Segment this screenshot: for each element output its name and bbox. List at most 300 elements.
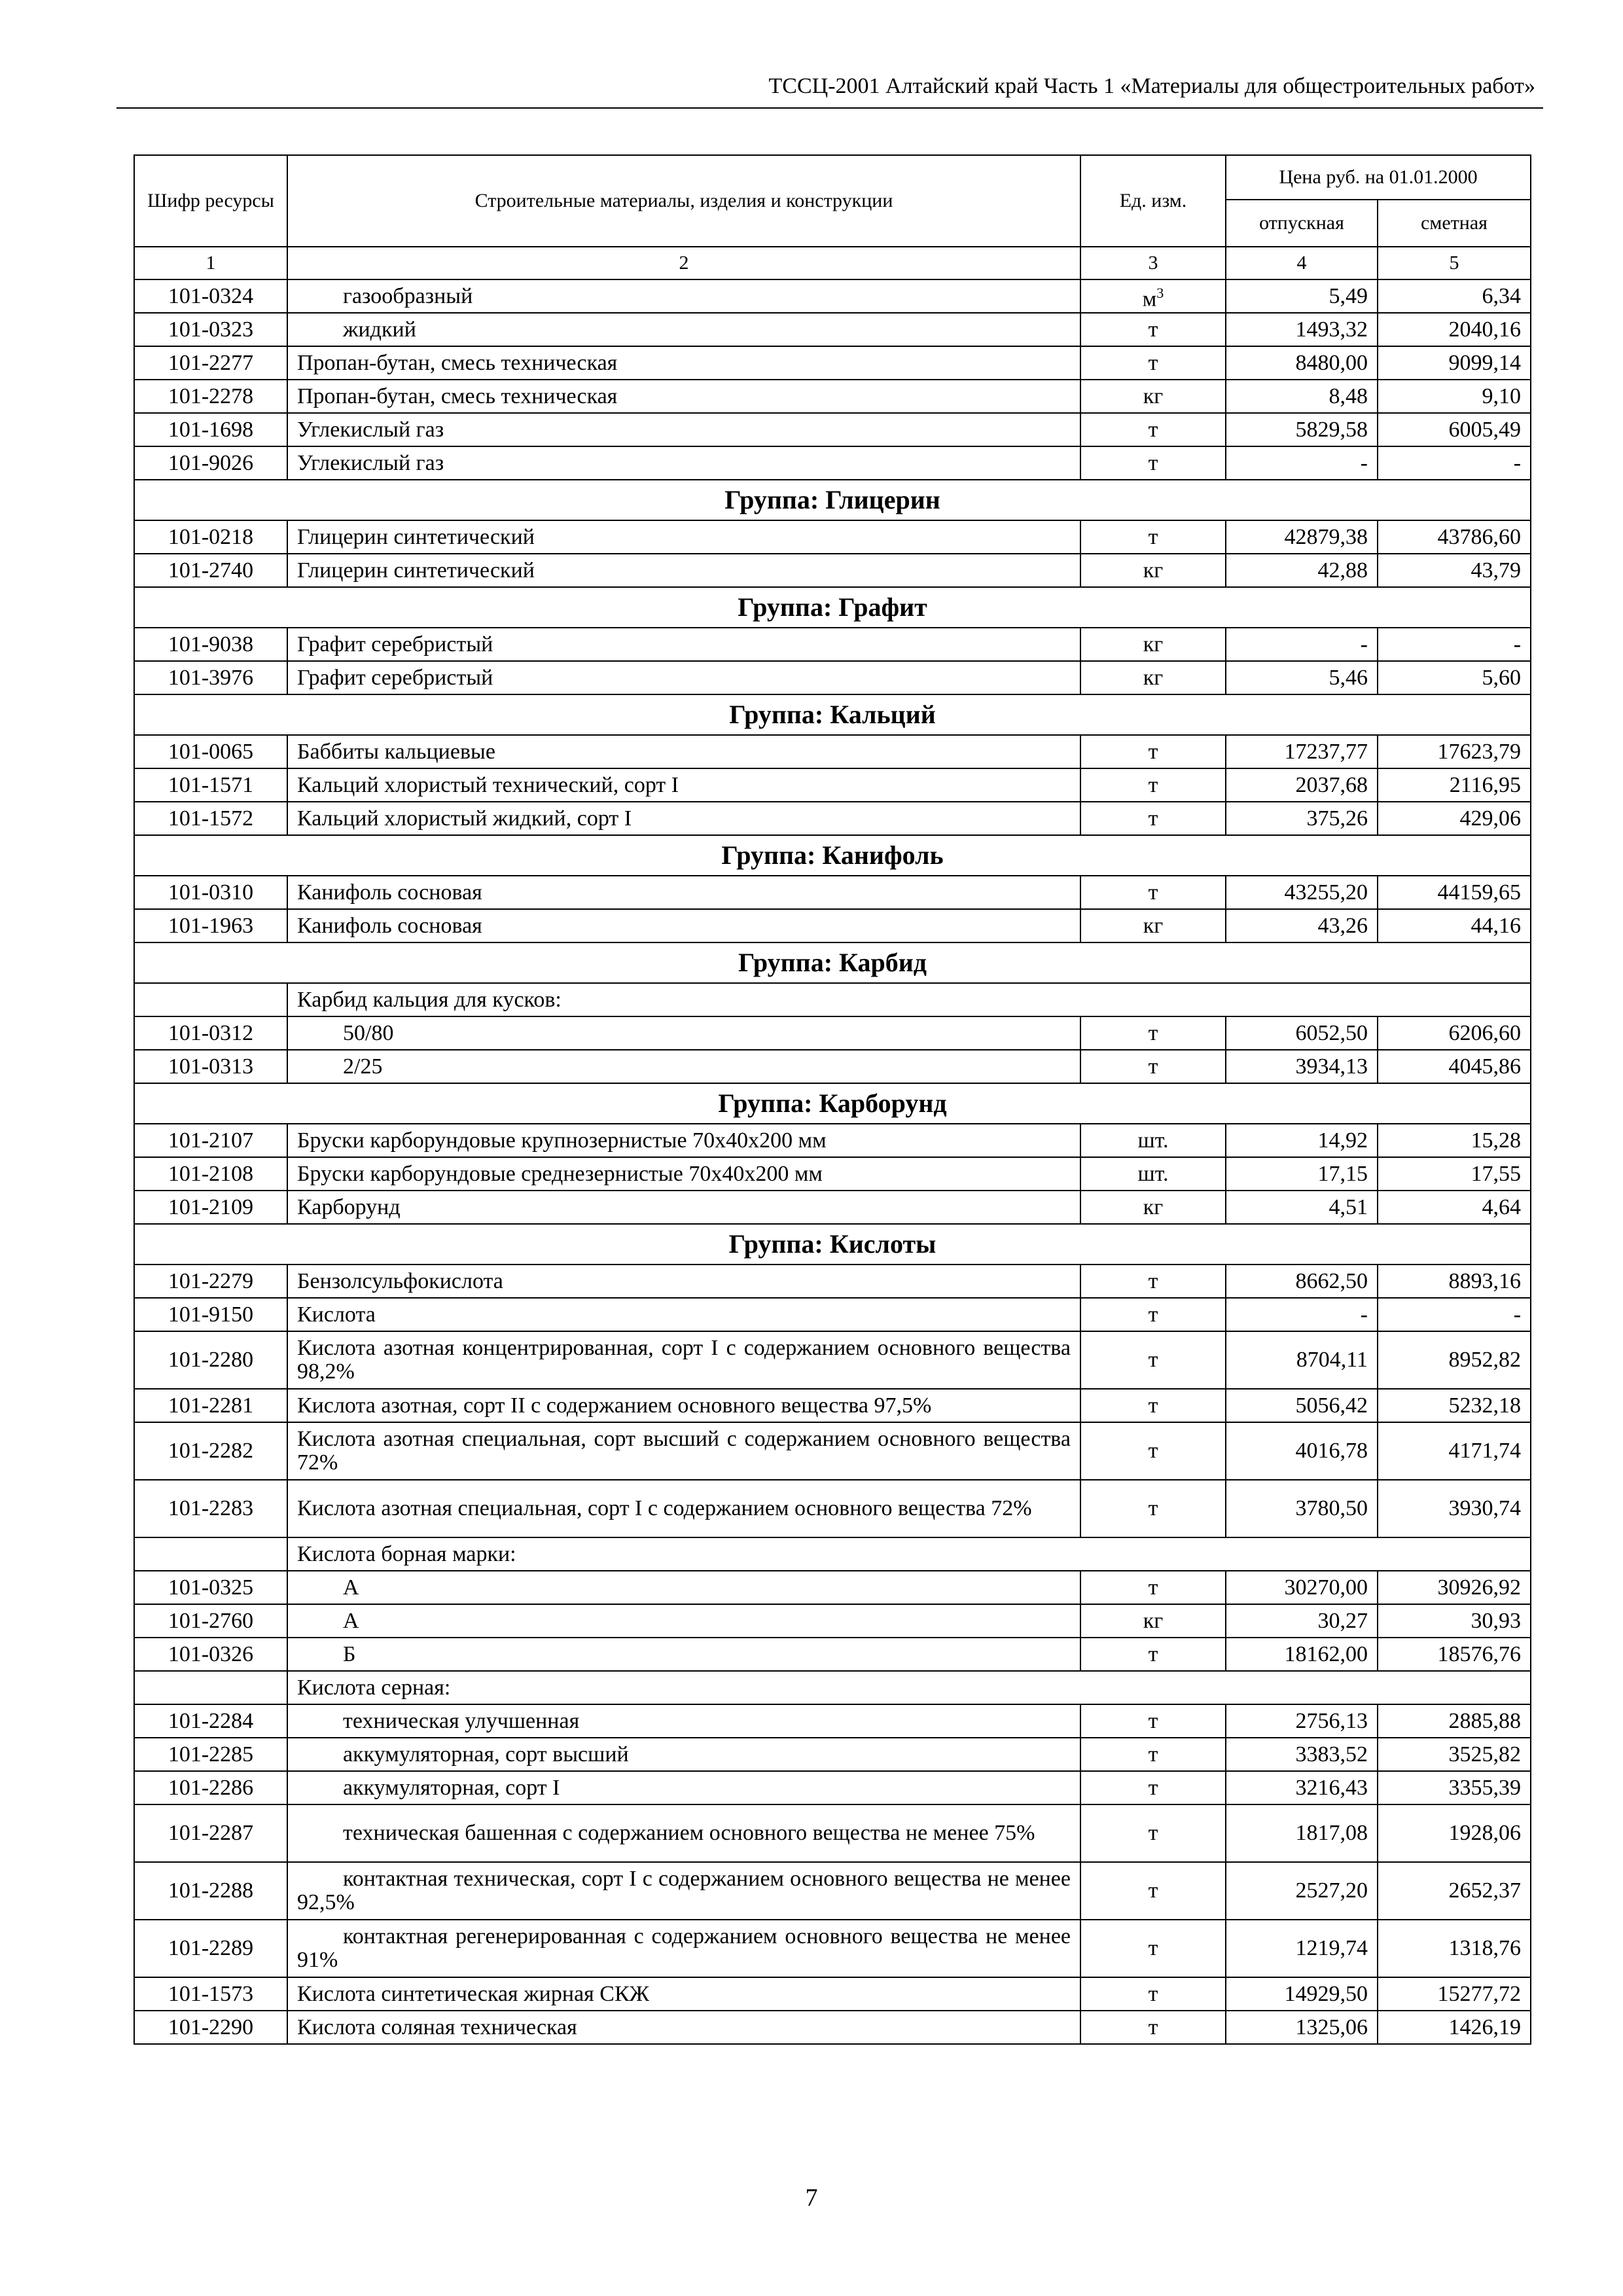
estimate-price: 15277,72 [1378, 1977, 1531, 2011]
group-title: Группа: Глицерин [134, 480, 1531, 520]
material-name: Кислота азотная специальная, сорт I с содержанием основного вещества 72% [287, 1480, 1080, 1537]
estimate-price: 17,55 [1378, 1157, 1531, 1191]
unit-cell [1080, 1422, 1226, 1480]
unit-cell [1080, 1050, 1226, 1083]
group-title: Группа: Кислоты [134, 1224, 1531, 1265]
release-price: 17,15 [1226, 1157, 1378, 1191]
group-title: Группа: Графит [134, 587, 1531, 628]
unit: кг [1143, 558, 1164, 583]
table-row [134, 1157, 1531, 1191]
unit-cell [1080, 520, 1226, 554]
subgroup-title: Карбид кальция для кусков: [287, 983, 1531, 1016]
material-name: Баббиты кальциевые [287, 735, 1080, 768]
group-header-row [134, 835, 1531, 876]
unit: т [1148, 1641, 1158, 1666]
resource-code: 101-9026 [134, 446, 287, 480]
unit-cell [1080, 1389, 1226, 1422]
material-name: Кислота синтетическая жирная СКЖ [287, 1977, 1080, 2011]
material-name: Кислота азотная специальная, сорт высший с содержанием основного вещества 72% [287, 1422, 1080, 1480]
unit-cell [1080, 909, 1226, 942]
unit-cell [1080, 1331, 1226, 1389]
estimate-price: 3355,39 [1378, 1771, 1531, 1804]
table-row [134, 1480, 1531, 1537]
document-title: ТССЦ-2001 Алтайский край Часть 1 «Материалы для общестроительных работ» [768, 74, 1535, 98]
release-price: 8662,50 [1226, 1265, 1378, 1298]
table-row [134, 1771, 1531, 1804]
column-number: 2 [287, 247, 1080, 279]
unit-cell [1080, 446, 1226, 480]
resource-code: 101-1698 [134, 413, 287, 446]
estimate-price: 6,34 [1378, 279, 1531, 313]
estimate-price: 44159,65 [1378, 876, 1531, 909]
table-row [134, 909, 1531, 942]
material-name: Глицерин синтетический [287, 520, 1080, 554]
release-price: 3934,13 [1226, 1050, 1378, 1083]
column-number: 4 [1226, 247, 1378, 279]
unit: т [1148, 1496, 1158, 1520]
resource-code: 101-2281 [134, 1389, 287, 1422]
release-price: 18162,00 [1226, 1638, 1378, 1671]
unit: кг [1143, 632, 1164, 656]
estimate-price: 4,64 [1378, 1191, 1531, 1224]
estimate-price: 5,60 [1378, 661, 1531, 694]
material-name: 2/25 [287, 1050, 1080, 1083]
release-price: 8704,11 [1226, 1331, 1378, 1389]
release-price: 5056,42 [1226, 1389, 1378, 1422]
table-row [134, 446, 1531, 480]
release-price: 14,92 [1226, 1124, 1378, 1157]
group-header-row [134, 942, 1531, 983]
estimate-price: 43,79 [1378, 554, 1531, 587]
column-number: 3 [1080, 247, 1226, 279]
material-name: Углекислый газ [287, 446, 1080, 480]
table-row [134, 313, 1531, 346]
release-price: 14929,50 [1226, 1977, 1378, 2011]
resource-code: 101-2108 [134, 1157, 287, 1191]
table-row [134, 1265, 1531, 1298]
resource-code: 101-3976 [134, 661, 287, 694]
material-name: Карборунд [287, 1191, 1080, 1224]
resource-code: 101-1571 [134, 768, 287, 802]
unit: т [1148, 450, 1158, 475]
estimate-price: 5232,18 [1378, 1389, 1531, 1422]
release-price: 3216,43 [1226, 1771, 1378, 1804]
estimate-price: 30,93 [1378, 1604, 1531, 1638]
column-number: 1 [134, 247, 287, 279]
unit: т [1148, 880, 1158, 905]
unit-cell [1080, 1604, 1226, 1638]
resource-code: 101-2760 [134, 1604, 287, 1638]
release-price: - [1226, 628, 1378, 661]
unit-cell [1080, 1265, 1226, 1298]
unit-cell [1080, 661, 1226, 694]
header-unit: Ед. изм. [1080, 155, 1226, 247]
material-name: Кальций хлористый жидкий, сорт I [287, 802, 1080, 835]
material-name: Графит серебристый [287, 661, 1080, 694]
table-row [134, 1604, 1531, 1638]
estimate-price: - [1378, 628, 1531, 661]
table-row [134, 1738, 1531, 1771]
estimate-price: 1426,19 [1378, 2011, 1531, 2044]
unit: т [1148, 1936, 1158, 1960]
unit-superscript: 3 [1156, 284, 1164, 301]
unit-cell [1080, 1771, 1226, 1804]
group-title: Группа: Кальций [134, 694, 1531, 735]
table-row [134, 735, 1531, 768]
unit: кг [1143, 1608, 1164, 1633]
table-row [134, 1804, 1531, 1862]
table-row [134, 1422, 1531, 1480]
unit-cell [1080, 1298, 1226, 1331]
group-header-row [134, 694, 1531, 735]
unit: т [1148, 1020, 1158, 1045]
material-name: Канифоль сосновая [287, 909, 1080, 942]
release-price: - [1226, 446, 1378, 480]
unit-cell [1080, 802, 1226, 835]
estimate-price: 43786,60 [1378, 520, 1531, 554]
unit: т [1148, 1821, 1158, 1845]
unit: т [1148, 1393, 1158, 1418]
unit-cell [1080, 2011, 1226, 2044]
table-row [134, 628, 1531, 661]
release-price: 3780,50 [1226, 1480, 1378, 1537]
release-price: 1493,32 [1226, 313, 1378, 346]
table-row [134, 1638, 1531, 1671]
release-price: 5,49 [1226, 279, 1378, 313]
resource-code: 101-2279 [134, 1265, 287, 1298]
release-price: 2037,68 [1226, 768, 1378, 802]
resource-code: 101-2290 [134, 2011, 287, 2044]
subgroup-code-cell [134, 1671, 287, 1704]
resource-code: 101-2284 [134, 1704, 287, 1738]
group-title: Группа: Карборунд [134, 1083, 1531, 1124]
unit-cell [1080, 1977, 1226, 2011]
price-table [134, 154, 1531, 2045]
estimate-price: 17623,79 [1378, 735, 1531, 768]
table-row [134, 520, 1531, 554]
table-row [134, 802, 1531, 835]
unit-cell [1080, 735, 1226, 768]
table-row [134, 1920, 1531, 1977]
estimate-price: 3525,82 [1378, 1738, 1531, 1771]
material-name: техническая улучшенная [287, 1704, 1080, 1738]
resource-code: 101-2277 [134, 346, 287, 380]
estimate-price: 9099,14 [1378, 346, 1531, 380]
header-price: Цена руб. на 01.01.2000 [1226, 155, 1531, 200]
unit: шт. [1137, 1161, 1169, 1186]
estimate-price: 8952,82 [1378, 1331, 1531, 1389]
resource-code: 101-9038 [134, 628, 287, 661]
unit-cell [1080, 1804, 1226, 1862]
table-row [134, 413, 1531, 446]
unit: т [1148, 350, 1158, 375]
resource-code: 101-0313 [134, 1050, 287, 1083]
unit: т [1148, 1878, 1158, 1903]
unit-cell [1080, 768, 1226, 802]
estimate-price: 44,16 [1378, 909, 1531, 942]
subgroup-title: Кислота борная марки: [287, 1537, 1531, 1571]
resource-code: 101-2287 [134, 1804, 287, 1862]
table-row [134, 1191, 1531, 1224]
release-price: 4016,78 [1226, 1422, 1378, 1480]
release-price: 8,48 [1226, 380, 1378, 413]
unit: т [1148, 1439, 1158, 1463]
table-row [134, 1050, 1531, 1083]
page-number: 7 [805, 2184, 818, 2212]
resource-code: 101-2107 [134, 1124, 287, 1157]
subgroup-header-row [134, 1537, 1531, 1571]
material-name: аккумуляторная, сорт I [287, 1771, 1080, 1804]
resource-code: 101-1572 [134, 802, 287, 835]
estimate-price: 4171,74 [1378, 1422, 1531, 1480]
material-name: Пропан-бутан, смесь техническая [287, 380, 1080, 413]
unit: т [1148, 739, 1158, 764]
table-row [134, 554, 1531, 587]
material-name: Бензолсульфокислота [287, 1265, 1080, 1298]
release-price: 4,51 [1226, 1191, 1378, 1224]
resource-code: 101-2278 [134, 380, 287, 413]
material-name: Б [287, 1638, 1080, 1671]
release-price: 8480,00 [1226, 346, 1378, 380]
unit: т [1148, 2015, 1158, 2039]
table-row [134, 1298, 1531, 1331]
resource-code: 101-2740 [134, 554, 287, 587]
material-name: Кислота азотная концентрированная, сорт I с содержанием основного вещества 98,2% [287, 1331, 1080, 1389]
unit-cell [1080, 628, 1226, 661]
material-name: А [287, 1571, 1080, 1604]
unit-cell [1080, 313, 1226, 346]
release-price: 6052,50 [1226, 1016, 1378, 1050]
header-estimate: сметная [1378, 200, 1531, 247]
estimate-price: 2116,95 [1378, 768, 1531, 802]
release-price: - [1226, 1298, 1378, 1331]
table-row [134, 346, 1531, 380]
resource-code: 101-2285 [134, 1738, 287, 1771]
material-name: Глицерин синтетический [287, 554, 1080, 587]
unit-cell [1080, 1191, 1226, 1224]
estimate-price: 2652,37 [1378, 1862, 1531, 1920]
column-numbers-row [134, 247, 1531, 279]
resource-code: 101-2109 [134, 1191, 287, 1224]
unit: т [1148, 1981, 1158, 2006]
unit-cell [1080, 1704, 1226, 1738]
material-name: Графит серебристый [287, 628, 1080, 661]
resource-code: 101-2289 [134, 1920, 287, 1977]
unit-cell [1080, 279, 1226, 313]
header-release: отпускная [1226, 200, 1378, 247]
material-name: Углекислый газ [287, 413, 1080, 446]
unit-cell [1080, 554, 1226, 587]
page-header [116, 71, 1543, 109]
material-name: Кислота азотная, сорт II с содержанием основного вещества 97,5% [287, 1389, 1080, 1422]
unit-cell [1080, 413, 1226, 446]
resource-code: 101-0312 [134, 1016, 287, 1050]
release-price: 5829,58 [1226, 413, 1378, 446]
unit-cell [1080, 1480, 1226, 1537]
unit-cell [1080, 1862, 1226, 1920]
estimate-price: - [1378, 1298, 1531, 1331]
unit: т [1148, 1348, 1158, 1372]
table-row [134, 1389, 1531, 1422]
release-price: 1325,06 [1226, 2011, 1378, 2044]
table-row [134, 1977, 1531, 2011]
material-name: жидкий [287, 313, 1080, 346]
material-name: контактная регенерированная с содержанием основного вещества не менее 91% [287, 1920, 1080, 1977]
resource-code: 101-2280 [134, 1331, 287, 1389]
release-price: 2756,13 [1226, 1704, 1378, 1738]
unit: кг [1143, 384, 1164, 408]
table-row [134, 1704, 1531, 1738]
header-name: Строительные материалы, изделия и конструкции [287, 155, 1080, 247]
group-header-row [134, 587, 1531, 628]
table-row [134, 380, 1531, 413]
estimate-price: 30926,92 [1378, 1571, 1531, 1604]
subgroup-header-row [134, 983, 1531, 1016]
table-row [134, 1331, 1531, 1389]
unit: м [1142, 287, 1157, 312]
resource-code: 101-0065 [134, 735, 287, 768]
table-row [134, 768, 1531, 802]
material-name: Пропан-бутан, смесь техническая [287, 346, 1080, 380]
unit-cell [1080, 380, 1226, 413]
table-row [134, 1016, 1531, 1050]
resource-code: 101-0325 [134, 1571, 287, 1604]
estimate-price: 2040,16 [1378, 313, 1531, 346]
estimate-price: 1318,76 [1378, 1920, 1531, 1977]
estimate-price: 1928,06 [1378, 1804, 1531, 1862]
group-title: Группа: Канифоль [134, 835, 1531, 876]
unit: т [1148, 1302, 1158, 1327]
estimate-price: 18576,76 [1378, 1638, 1531, 1671]
table-row [134, 279, 1531, 313]
release-price: 43,26 [1226, 909, 1378, 942]
table-row [134, 876, 1531, 909]
group-header-row [134, 1083, 1531, 1124]
resource-code: 101-0218 [134, 520, 287, 554]
unit-cell [1080, 1124, 1226, 1157]
table-row [134, 2011, 1531, 2044]
unit: шт. [1137, 1128, 1169, 1153]
unit-cell [1080, 1638, 1226, 1671]
estimate-price: - [1378, 446, 1531, 480]
material-name: А [287, 1604, 1080, 1638]
group-header-row [134, 480, 1531, 520]
group-header-row [134, 1224, 1531, 1265]
estimate-price: 3930,74 [1378, 1480, 1531, 1537]
resource-code: 101-0323 [134, 313, 287, 346]
unit-cell [1080, 1016, 1226, 1050]
unit: кг [1143, 913, 1164, 938]
release-price: 5,46 [1226, 661, 1378, 694]
material-name: Канифоль сосновая [287, 876, 1080, 909]
resource-code: 101-2283 [134, 1480, 287, 1537]
resource-code: 101-2286 [134, 1771, 287, 1804]
unit-cell [1080, 346, 1226, 380]
estimate-price: 429,06 [1378, 802, 1531, 835]
estimate-price: 15,28 [1378, 1124, 1531, 1157]
release-price: 2527,20 [1226, 1862, 1378, 1920]
release-price: 1817,08 [1226, 1804, 1378, 1862]
estimate-price: 6206,60 [1378, 1016, 1531, 1050]
unit: т [1148, 1054, 1158, 1079]
material-name: 50/80 [287, 1016, 1080, 1050]
unit: т [1148, 1575, 1158, 1600]
estimate-price: 9,10 [1378, 380, 1531, 413]
material-name: аккумуляторная, сорт высший [287, 1738, 1080, 1771]
release-price: 42879,38 [1226, 520, 1378, 554]
header-code: Шифр ресурсы [134, 155, 287, 247]
table-body [134, 279, 1531, 2044]
release-price: 42,88 [1226, 554, 1378, 587]
resource-code: 101-9150 [134, 1298, 287, 1331]
release-price: 30270,00 [1226, 1571, 1378, 1604]
resource-code: 101-0326 [134, 1638, 287, 1671]
material-name: газообразный [287, 279, 1080, 313]
unit: т [1148, 1775, 1158, 1800]
unit: т [1148, 317, 1158, 342]
unit: т [1148, 417, 1158, 442]
estimate-price: 2885,88 [1378, 1704, 1531, 1738]
resource-code: 101-1573 [134, 1977, 287, 2011]
estimate-price: 8893,16 [1378, 1265, 1531, 1298]
material-name: Кислота [287, 1298, 1080, 1331]
unit: т [1148, 524, 1158, 549]
subgroup-header-row [134, 1671, 1531, 1704]
material-name: техническая башенная с содержанием основного вещества не менее 75% [287, 1804, 1080, 1862]
table-row [134, 661, 1531, 694]
material-name: Бруски карборундовые среднезернистые 70х40х200 мм [287, 1157, 1080, 1191]
group-title: Группа: Карбид [134, 942, 1531, 983]
unit-cell [1080, 1571, 1226, 1604]
resource-code: 101-0310 [134, 876, 287, 909]
resource-code: 101-0324 [134, 279, 287, 313]
header-row-1 [134, 155, 1531, 200]
release-price: 3383,52 [1226, 1738, 1378, 1771]
release-price: 30,27 [1226, 1604, 1378, 1638]
unit: кг [1143, 1194, 1164, 1219]
table-row [134, 1862, 1531, 1920]
unit: т [1148, 772, 1158, 797]
unit-cell [1080, 1157, 1226, 1191]
release-price: 1219,74 [1226, 1920, 1378, 1977]
material-name: Кальций хлористый технический, сорт I [287, 768, 1080, 802]
unit: кг [1143, 665, 1164, 690]
material-name: Кислота соляная техническая [287, 2011, 1080, 2044]
subgroup-title: Кислота серная: [287, 1671, 1531, 1704]
material-name: Бруски карборундовые крупнозернистые 70х40х200 мм [287, 1124, 1080, 1157]
unit-cell [1080, 1920, 1226, 1977]
unit: т [1148, 806, 1158, 831]
unit: т [1148, 1708, 1158, 1733]
material-name: контактная техническая, сорт I с содержанием основного вещества не менее 92,5% [287, 1862, 1080, 1920]
unit: т [1148, 1742, 1158, 1767]
table-row [134, 1124, 1531, 1157]
unit-cell [1080, 1738, 1226, 1771]
column-number: 5 [1378, 247, 1531, 279]
estimate-price: 4045,86 [1378, 1050, 1531, 1083]
unit: т [1148, 1268, 1158, 1293]
resource-code: 101-1963 [134, 909, 287, 942]
unit-cell [1080, 876, 1226, 909]
resource-code: 101-2282 [134, 1422, 287, 1480]
release-price: 375,26 [1226, 802, 1378, 835]
subgroup-code-cell [134, 1537, 287, 1571]
release-price: 17237,77 [1226, 735, 1378, 768]
release-price: 43255,20 [1226, 876, 1378, 909]
estimate-price: 6005,49 [1378, 413, 1531, 446]
resource-code: 101-2288 [134, 1862, 287, 1920]
subgroup-code-cell [134, 983, 287, 1016]
